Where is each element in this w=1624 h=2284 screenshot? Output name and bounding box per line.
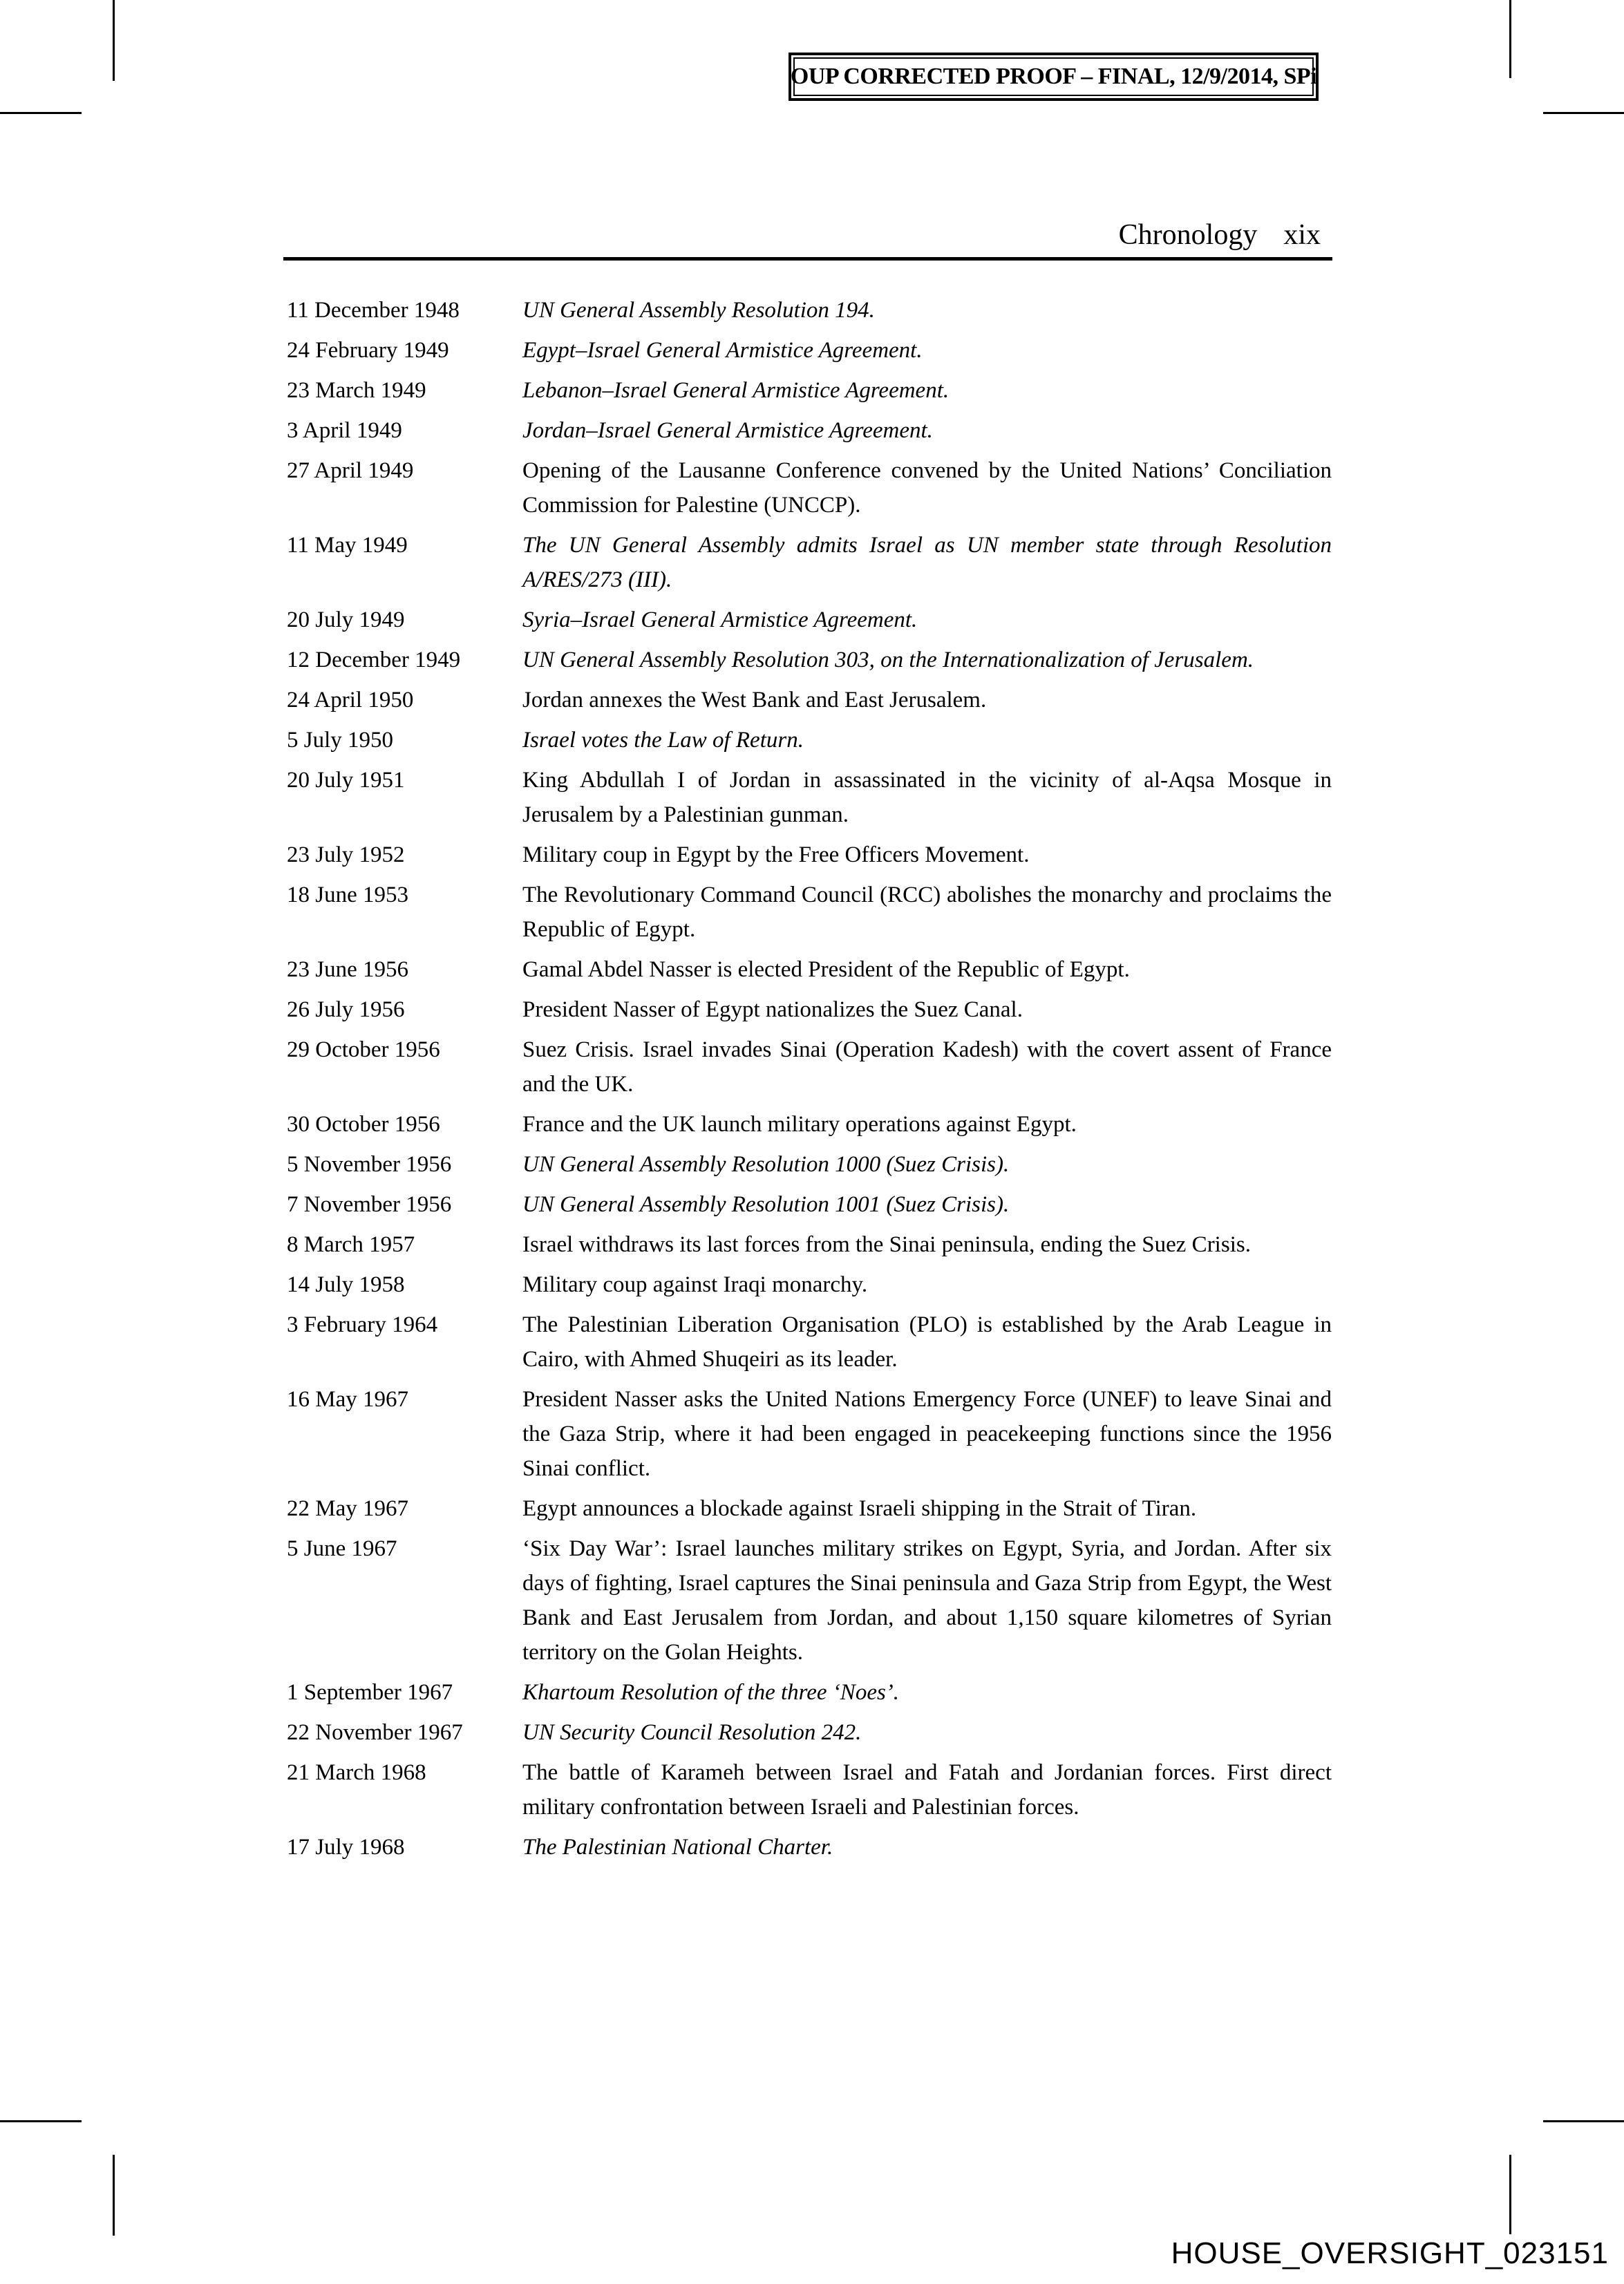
chronology-entry xyxy=(287,333,1332,368)
entry-description: Suez Crisis. Israel invades Sinai (Operation Kadesh) with the covert assent of France and the UK. xyxy=(522,1037,1332,1097)
chronology-entry xyxy=(287,373,1332,408)
page-title: Chronology xyxy=(1118,219,1258,251)
chronology-entry xyxy=(287,763,1332,832)
chronology-entry xyxy=(287,453,1332,522)
entry-date: 11 May 1949 xyxy=(287,533,408,558)
entry-date: 12 December 1949 xyxy=(287,648,461,672)
chronology-entry xyxy=(287,528,1332,597)
entry-description: Opening of the Lausanne Conference convened by the United Nations’ Conciliation Commission for Palestine (UNCCP). xyxy=(522,458,1332,518)
chronology-entry xyxy=(287,1382,1332,1486)
crop-mark-top-left-horizontal xyxy=(0,112,82,114)
entry-date: 14 July 1958 xyxy=(287,1272,405,1297)
entry-description: Jordan annexes the West Bank and East Jerusalem. xyxy=(522,688,987,712)
bates-stamp: HOUSE_OVERSIGHT_023151 xyxy=(1171,2236,1609,2270)
entry-date: 16 May 1967 xyxy=(287,1387,408,1412)
crop-mark-top-right-horizontal xyxy=(1543,112,1624,114)
chronology-entry xyxy=(287,838,1332,872)
entry-description: UN General Assembly Resolution 303, on the Internationalization of Jerusalem. xyxy=(522,648,1254,672)
entry-date: 22 May 1967 xyxy=(287,1496,408,1521)
chronology-entry xyxy=(287,643,1332,677)
chronology-entry xyxy=(287,1830,1332,1865)
entry-date: 7 November 1956 xyxy=(287,1192,452,1217)
entry-date: 18 June 1953 xyxy=(287,883,408,907)
crop-mark-top-left-vertical xyxy=(113,0,115,81)
entry-description: UN General Assembly Resolution 1000 (Suez Crisis). xyxy=(522,1152,1010,1177)
crop-mark-bottom-left-vertical xyxy=(113,2155,115,2236)
entry-date: 22 November 1967 xyxy=(287,1720,463,1745)
entry-date: 30 October 1956 xyxy=(287,1112,440,1137)
entry-date: 23 March 1949 xyxy=(287,378,426,403)
chronology-entry xyxy=(287,603,1332,637)
entry-date: 29 October 1956 xyxy=(287,1037,440,1062)
entry-description: France and the UK launch military operations against Egypt. xyxy=(522,1112,1077,1137)
chronology-entry xyxy=(287,992,1332,1027)
entry-date: 20 July 1949 xyxy=(287,607,405,632)
entry-description: UN General Assembly Resolution 194. xyxy=(522,298,875,323)
entry-description: Egypt announces a blockade against Israeli shipping in the Strait of Tiran. xyxy=(522,1496,1197,1521)
page-number: xix xyxy=(1283,219,1321,251)
crop-mark-bottom-right-horizontal xyxy=(1543,2120,1624,2122)
entry-description: King Abdullah I of Jordan in assassinated in the vicinity of al-Aqsa Mosque in Jerusalem by a Palestinian gunman. xyxy=(522,768,1332,827)
chronology-entry xyxy=(287,1147,1332,1182)
chronology-entry xyxy=(287,1715,1332,1750)
entry-date: 11 December 1948 xyxy=(287,298,460,323)
running-head xyxy=(287,218,1332,252)
chronology-entry xyxy=(287,878,1332,947)
entry-description: President Nasser of Egypt nationalizes the Suez Canal. xyxy=(522,997,1023,1022)
entry-date: 5 November 1956 xyxy=(287,1152,452,1177)
entry-description: President Nasser asks the United Nations Emergency Force (UNEF) to leave Sinai and the Gaza Strip, where it had been engaged in peacekeeping functions since the 1956 Sinai conflict. xyxy=(522,1387,1332,1481)
entry-description: Jordan–Israel General Armistice Agreement. xyxy=(522,418,933,443)
proof-stamp-box xyxy=(789,53,1319,101)
proof-stamp-text: OUP CORRECTED PROOF – FINAL, 12/9/2014, SPi xyxy=(793,57,1314,96)
entry-description: The Palestinian National Charter. xyxy=(522,1835,833,1860)
chronology-entry xyxy=(287,293,1332,328)
entry-date: 3 February 1964 xyxy=(287,1312,438,1337)
header-rule xyxy=(283,257,1332,261)
chronology-entry xyxy=(287,1675,1332,1710)
entry-description: UN General Assembly Resolution 1001 (Suez Crisis). xyxy=(522,1192,1010,1217)
crop-mark-bottom-right-vertical xyxy=(1509,2155,1511,2234)
chronology-entry xyxy=(287,1107,1332,1142)
entry-description: Egypt–Israel General Armistice Agreement. xyxy=(522,338,923,363)
entry-description: The UN General Assembly admits Israel as UN member state through Resolution A/RES/273 (III). xyxy=(522,533,1332,592)
entry-description: Lebanon–Israel General Armistice Agreement. xyxy=(522,378,950,403)
chronology-entry xyxy=(287,683,1332,717)
entry-date: 5 July 1950 xyxy=(287,728,394,753)
entry-date: 23 July 1952 xyxy=(287,842,405,867)
chronology-entry xyxy=(287,1267,1332,1302)
entry-date: 27 April 1949 xyxy=(287,458,414,483)
entry-description: Military coup against Iraqi monarchy. xyxy=(522,1272,868,1297)
chronology-entry xyxy=(287,1308,1332,1377)
chronology-entry xyxy=(287,1531,1332,1670)
entry-description: Gamal Abdel Nasser is elected President of the Republic of Egypt. xyxy=(522,957,1130,982)
entry-description: ‘Six Day War’: Israel launches military strikes on Egypt, Syria, and Jordan. After six days of fighting, Israel captures the Sinai peninsula and Gaza Strip from Egypt, the West Bank and East Jerusalem from Jordan, and about 1,150 square kilometres of Syrian territory on the Golan Heights. xyxy=(522,1536,1332,1665)
entry-date: 20 July 1951 xyxy=(287,768,405,793)
entry-date: 24 April 1950 xyxy=(287,688,414,712)
entry-date: 1 September 1967 xyxy=(287,1680,453,1705)
entry-description: The Palestinian Liberation Organisation (PLO) is established by the Arab League in Cairo, with Ahmed Shuqeiri as its leader. xyxy=(522,1312,1332,1372)
chronology-entry xyxy=(287,1755,1332,1824)
crop-mark-bottom-left-horizontal xyxy=(0,2120,82,2122)
entry-description: Israel withdraws its last forces from the Sinai peninsula, ending the Suez Crisis. xyxy=(522,1232,1251,1257)
chronology-entry xyxy=(287,413,1332,448)
chronology-entry xyxy=(287,1187,1332,1222)
entry-date: 3 April 1949 xyxy=(287,418,402,443)
entry-description: Israel votes the Law of Return. xyxy=(522,728,804,753)
chronology-entry xyxy=(287,952,1332,987)
entry-date: 8 March 1957 xyxy=(287,1232,415,1257)
chronology-entry xyxy=(287,1491,1332,1526)
chronology-list xyxy=(287,293,1332,1870)
chronology-entry xyxy=(287,1032,1332,1102)
entry-date: 5 June 1967 xyxy=(287,1536,397,1561)
entry-date: 21 March 1968 xyxy=(287,1760,426,1785)
crop-mark-top-right-vertical xyxy=(1509,0,1511,78)
entry-description: UN Security Council Resolution 242. xyxy=(522,1720,862,1745)
entry-description: Military coup in Egypt by the Free Officers Movement. xyxy=(522,842,1030,867)
entry-description: Khartoum Resolution of the three ‘Noes’. xyxy=(522,1680,900,1705)
chronology-entry xyxy=(287,1227,1332,1262)
entry-description: The Revolutionary Command Council (RCC) abolishes the monarchy and proclaims the Republic of Egypt. xyxy=(522,883,1332,942)
entry-date: 26 July 1956 xyxy=(287,997,405,1022)
entry-date: 23 June 1956 xyxy=(287,957,408,982)
entry-date: 17 July 1968 xyxy=(287,1835,405,1860)
chronology-entry xyxy=(287,723,1332,757)
entry-description: The battle of Karameh between Israel and Fatah and Jordanian forces. First direct military confrontation between Israeli and Palestinian forces. xyxy=(522,1760,1332,1820)
entry-description: Syria–Israel General Armistice Agreement. xyxy=(522,607,918,632)
entry-date: 24 February 1949 xyxy=(287,338,449,363)
